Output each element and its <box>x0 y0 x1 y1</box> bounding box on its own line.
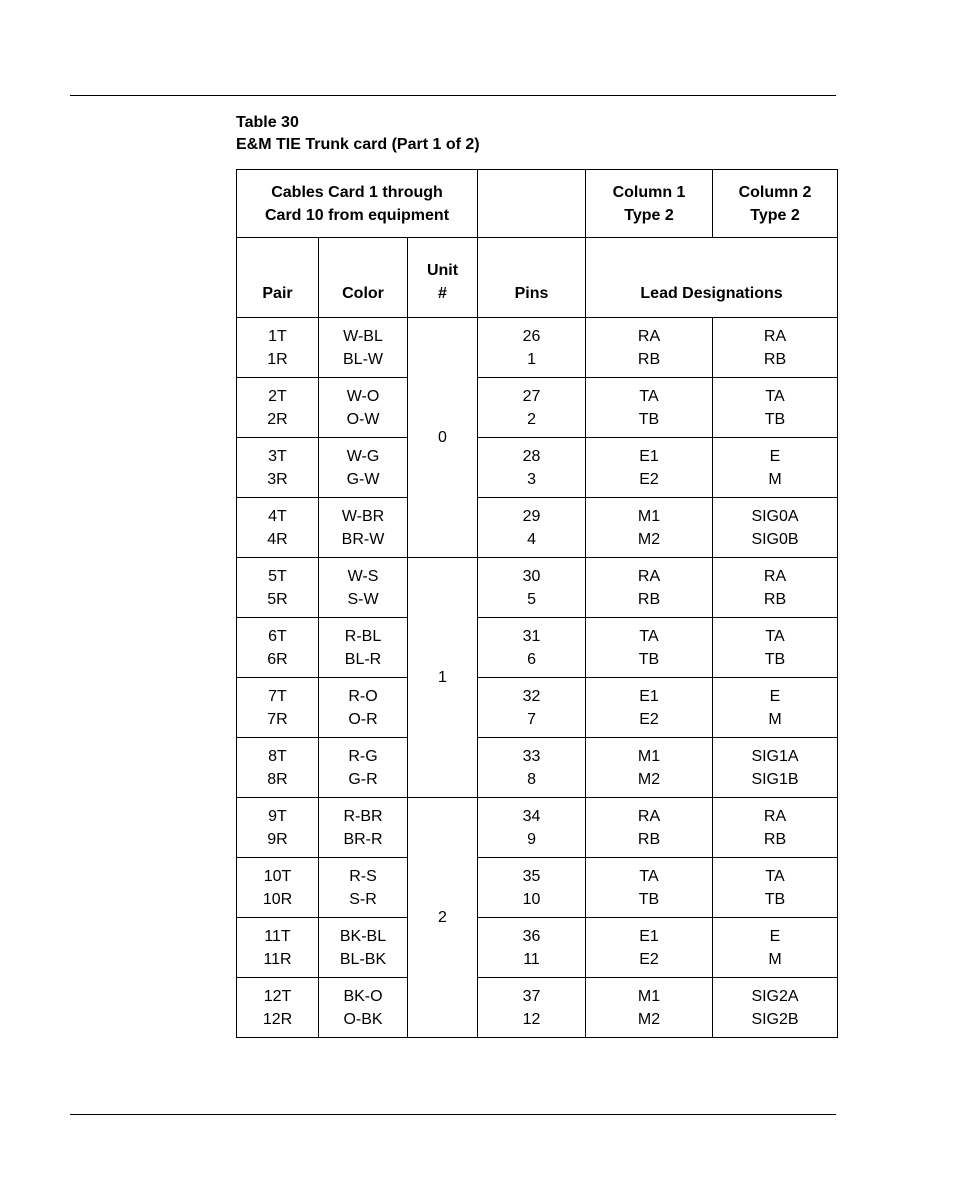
column-1-lead-cell: E1 E2 <box>586 678 713 738</box>
column-1-lead-cell: E1 E2 <box>586 438 713 498</box>
pins-cell: 28 3 <box>478 438 586 498</box>
column-1-lead-cell: RA RB <box>586 558 713 618</box>
table-row <box>237 558 838 618</box>
header-blank <box>478 170 586 238</box>
header-column-2: Column 2 Type 2 <box>713 170 838 238</box>
header-lead-designations: Lead Designations <box>586 238 838 318</box>
color-cell: W-S S-W <box>319 558 408 618</box>
column-2-lead-cell: TA TB <box>713 378 838 438</box>
pins-cell: 34 9 <box>478 798 586 858</box>
pair-cell: 10T 10R <box>237 858 319 918</box>
pair-cell: 7T 7R <box>237 678 319 738</box>
pins-cell: 29 4 <box>478 498 586 558</box>
column-2-lead-cell: SIG0A SIG0B <box>713 498 838 558</box>
pair-cell: 4T 4R <box>237 498 319 558</box>
pair-cell: 6T 6R <box>237 618 319 678</box>
header-row-top <box>237 170 838 238</box>
color-cell: BK-O O-BK <box>319 978 408 1038</box>
color-cell: R-G G-R <box>319 738 408 798</box>
color-cell: W-G G-W <box>319 438 408 498</box>
bottom-rule <box>70 1114 836 1115</box>
pair-cell: 11T 11R <box>237 918 319 978</box>
color-cell: R-BL BL-R <box>319 618 408 678</box>
pair-cell: 8T 8R <box>237 738 319 798</box>
column-1-lead-cell: RA RB <box>586 318 713 378</box>
pins-cell: 36 11 <box>478 918 586 978</box>
table-row <box>237 678 838 738</box>
table-row <box>237 378 838 438</box>
column-2-lead-cell: E M <box>713 438 838 498</box>
column-1-lead-cell: M1 M2 <box>586 498 713 558</box>
header-color: Color <box>319 238 408 318</box>
pins-cell: 37 12 <box>478 978 586 1038</box>
table-row <box>237 618 838 678</box>
color-cell: R-BR BR-R <box>319 798 408 858</box>
color-cell: BK-BL BL-BK <box>319 918 408 978</box>
column-1-lead-cell: TA TB <box>586 618 713 678</box>
color-cell: W-O O-W <box>319 378 408 438</box>
column-2-lead-cell: E M <box>713 918 838 978</box>
pins-cell: 30 5 <box>478 558 586 618</box>
column-1-lead-cell: M1 M2 <box>586 978 713 1038</box>
column-1-lead-cell: RA RB <box>586 798 713 858</box>
column-2-lead-cell: E M <box>713 678 838 738</box>
column-1-lead-cell: E1 E2 <box>586 918 713 978</box>
pins-cell: 27 2 <box>478 378 586 438</box>
header-cables: Cables Card 1 through Card 10 from equipment <box>237 170 478 238</box>
header-column-1: Column 1 Type 2 <box>586 170 713 238</box>
pins-cell: 26 1 <box>478 318 586 378</box>
table-row <box>237 858 838 918</box>
color-cell: W-BL BL-W <box>319 318 408 378</box>
header-row-sub <box>237 238 838 318</box>
pin-assignment-table <box>236 169 838 1038</box>
pins-cell: 32 7 <box>478 678 586 738</box>
table-row <box>237 438 838 498</box>
table-number: Table 30 <box>236 114 299 131</box>
column-2-lead-cell: TA TB <box>713 858 838 918</box>
pins-cell: 31 6 <box>478 618 586 678</box>
table-row <box>237 918 838 978</box>
column-1-lead-cell: TA TB <box>586 378 713 438</box>
pair-cell: 5T 5R <box>237 558 319 618</box>
pair-cell: 2T 2R <box>237 378 319 438</box>
column-2-lead-cell: SIG1A SIG1B <box>713 738 838 798</box>
column-2-lead-cell: TA TB <box>713 618 838 678</box>
top-rule <box>70 95 836 96</box>
column-2-lead-cell: RA RB <box>713 798 838 858</box>
color-cell: R-O O-R <box>319 678 408 738</box>
column-2-lead-cell: RA RB <box>713 318 838 378</box>
unit-cell: 1 <box>408 558 478 798</box>
pins-cell: 33 8 <box>478 738 586 798</box>
table-row <box>237 318 838 378</box>
column-2-lead-cell: SIG2A SIG2B <box>713 978 838 1038</box>
pins-cell: 35 10 <box>478 858 586 918</box>
unit-cell: 2 <box>408 798 478 1038</box>
table-caption <box>236 112 480 156</box>
column-1-lead-cell: M1 M2 <box>586 738 713 798</box>
pair-cell: 9T 9R <box>237 798 319 858</box>
pair-cell: 12T 12R <box>237 978 319 1038</box>
table-row <box>237 738 838 798</box>
column-2-lead-cell: RA RB <box>713 558 838 618</box>
color-cell: W-BR BR-W <box>319 498 408 558</box>
header-pair: Pair <box>237 238 319 318</box>
pair-cell: 1T 1R <box>237 318 319 378</box>
header-pins: Pins <box>478 238 586 318</box>
pair-cell: 3T 3R <box>237 438 319 498</box>
table-row <box>237 498 838 558</box>
header-unit: Unit # <box>408 238 478 318</box>
table-row <box>237 798 838 858</box>
unit-cell: 0 <box>408 318 478 558</box>
table-row <box>237 978 838 1038</box>
color-cell: R-S S-R <box>319 858 408 918</box>
table-title: E&M TIE Trunk card (Part 1 of 2) <box>236 136 480 153</box>
column-1-lead-cell: TA TB <box>586 858 713 918</box>
